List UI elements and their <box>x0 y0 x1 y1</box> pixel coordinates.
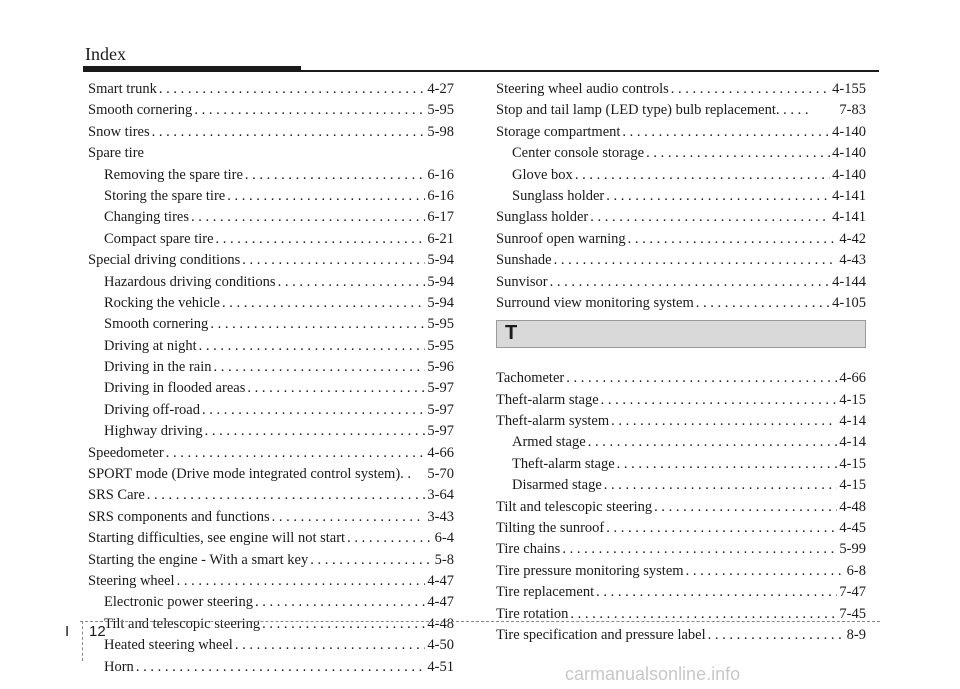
index-entry-label: Storing the spare tire <box>104 187 226 204</box>
index-entry-label: Tire rotation <box>496 605 569 622</box>
index-entry-page: 4-51 <box>427 658 454 675</box>
leader-dots <box>166 443 426 464</box>
index-entry-page: 6-17 <box>427 209 454 226</box>
index-entry-page: 4-140 <box>832 166 866 183</box>
index-entry-label: Starting difficulties, see engine will not start <box>88 530 346 547</box>
leader-dots <box>136 657 426 678</box>
footer-rule <box>80 621 880 622</box>
index-entry <box>88 143 454 164</box>
leader-dots <box>550 272 831 293</box>
leader-dots <box>562 539 837 560</box>
index-entry-label: Smooth cornering <box>104 316 209 333</box>
leader-dots <box>590 207 830 228</box>
index-entry <box>496 539 866 560</box>
index-entry-label: Spare tire <box>88 145 144 162</box>
index-entry-label: Highway driving <box>104 423 203 440</box>
index-entry <box>496 368 866 389</box>
index-entry-page: 7-47 <box>839 584 866 601</box>
index-entry-page: 4-14 <box>839 413 866 430</box>
index-entry-page: 6-21 <box>427 230 454 247</box>
section-letter: T <box>505 322 518 345</box>
index-entry <box>496 122 866 143</box>
leader-dots <box>606 518 837 539</box>
index-entry <box>496 79 866 100</box>
index-entry-label: Tilt and telescopic steering <box>496 498 653 515</box>
index-entry <box>88 592 454 613</box>
index-entry-label: Compact spare tire <box>104 230 214 247</box>
index-entry-page: 5-94 <box>427 273 454 290</box>
index-entry-page: 5-95 <box>427 337 454 354</box>
index-entry <box>496 250 866 271</box>
index-entry-page: 4-43 <box>839 252 866 269</box>
index-entry-page: 4-15 <box>839 455 866 472</box>
index-entry-page: 4-42 <box>839 230 866 247</box>
index-entry-page: 4-140 <box>832 123 866 140</box>
index-entry <box>496 186 866 207</box>
index-entry <box>88 464 454 485</box>
index-entry-page: 6-16 <box>427 187 454 204</box>
index-entry-label: Starting the engine - With a smart key <box>88 551 309 568</box>
index-entry <box>496 143 866 164</box>
index-entry-label: Sunglass holder <box>512 187 605 204</box>
index-entry-label: SRS Care <box>88 487 145 504</box>
index-entry <box>496 518 866 539</box>
index-entry-label: Special driving conditions <box>88 252 241 269</box>
index-entry-page: 6-8 <box>846 562 866 579</box>
leader-dots <box>216 229 426 250</box>
index-entry <box>88 571 454 592</box>
index-entry-label: Snow tires <box>88 123 150 140</box>
index-entry-label: Theft-alarm system <box>496 413 610 430</box>
index-entry-label: Steering wheel <box>88 572 175 589</box>
leader-dots <box>194 100 425 121</box>
index-entry-page: 5-99 <box>839 541 866 558</box>
index-entry-page: 4-48 <box>839 498 866 515</box>
index-entry-page: 4-15 <box>839 391 866 408</box>
index-entry-page: 4-27 <box>427 81 454 97</box>
index-entry-page: 4-141 <box>832 187 866 204</box>
index-entry-page: 3-64 <box>427 487 454 504</box>
leader-dots <box>554 250 838 271</box>
index-entry <box>88 207 454 228</box>
index-entry-page: 4-50 <box>427 637 454 654</box>
index-entry <box>88 100 454 121</box>
watermark: carmanualsonline.info <box>565 664 741 684</box>
leader-dots <box>708 625 845 646</box>
index-entry <box>88 657 454 678</box>
index-entry <box>496 625 866 646</box>
index-entry <box>88 443 454 464</box>
index-entry-label: Tilt and telescopic steering <box>104 615 261 632</box>
leader-dots <box>214 357 426 378</box>
index-entry-label: Steering wheel audio controls <box>496 81 669 97</box>
index-entry-label: Rocking the vehicle <box>104 294 220 311</box>
leader-dots <box>205 421 426 442</box>
index-entry <box>88 485 454 506</box>
index-entry-label: Storage compartment <box>496 123 621 140</box>
index-column-left <box>88 79 454 678</box>
index-entry-label: Tachometer <box>496 370 565 387</box>
index-entry-page: 4-15 <box>839 477 866 494</box>
index-entry-label: Stop and tail lamp (LED type) bulb replacement. . . . . <box>496 102 809 119</box>
index-entry-label: Armed stage <box>512 434 586 451</box>
index-entry <box>88 336 454 357</box>
leader-dots <box>696 293 830 314</box>
leader-dots <box>604 475 838 496</box>
leader-dots <box>347 528 433 549</box>
index-entry <box>496 100 866 121</box>
index-entry-label: Removing the spare tire <box>104 166 243 183</box>
index-entry <box>88 378 454 399</box>
index-entry <box>88 614 454 635</box>
index-entry-page: 6-16 <box>427 166 454 183</box>
index-entry-page: 5-97 <box>427 401 454 418</box>
leader-dots <box>272 507 426 528</box>
page-title: Index <box>85 44 126 64</box>
index-entry <box>496 411 866 432</box>
index-entry-label: SRS components and functions <box>88 508 270 525</box>
index-entry <box>88 314 454 335</box>
leader-dots <box>245 165 425 186</box>
leader-dots <box>199 336 426 357</box>
index-entry-label: Tilting the sunroof <box>496 520 605 537</box>
index-entry-label: Horn <box>104 658 134 675</box>
index-entry-page: 4-47 <box>427 594 454 611</box>
index-entry-page: 5-98 <box>427 123 454 140</box>
leader-dots <box>191 207 425 228</box>
index-entry-label: Tire pressure monitoring system <box>496 562 684 579</box>
leader-dots <box>235 635 426 656</box>
index-entry-page: 4-47 <box>427 572 454 589</box>
leader-dots <box>247 378 425 399</box>
index-entry-page: 5-70 <box>427 466 454 483</box>
index-entry-page: 6-4 <box>434 530 454 547</box>
index-entry-label: Driving at night <box>104 337 197 354</box>
index-entry-page: 4-155 <box>832 81 866 97</box>
index-entry-page: 5-94 <box>427 294 454 311</box>
index-entry-page: 4-141 <box>832 209 866 226</box>
index-entry <box>496 561 866 582</box>
index-entry <box>88 229 454 250</box>
header-rule <box>83 70 879 72</box>
leader-dots <box>278 272 426 293</box>
index-entry <box>496 497 866 518</box>
index-entry <box>88 421 454 442</box>
index-entry-label: Theft-alarm stage <box>512 455 615 472</box>
leader-dots <box>617 454 838 475</box>
index-entry-page: 5-97 <box>427 423 454 440</box>
index-entry <box>88 528 454 549</box>
index-entry-label: Changing tires <box>104 209 189 226</box>
index-entry <box>496 272 866 293</box>
index-entry <box>496 165 866 186</box>
index-entry <box>496 432 866 453</box>
index-entry-label: Smooth cornering <box>88 102 193 119</box>
index-entry-page: 4-144 <box>832 273 866 290</box>
index-entry <box>88 122 454 143</box>
section-header-t <box>496 320 866 348</box>
index-entry-label: Tire specification and pressure label <box>496 626 706 643</box>
index-entry-label: Disarmed stage <box>512 477 602 494</box>
leader-dots <box>686 561 845 582</box>
index-entry-page: 5-94 <box>427 252 454 269</box>
index-entry-page: 4-66 <box>839 370 866 387</box>
index-entry-label: Speedometer <box>88 444 164 461</box>
leader-dots <box>628 229 838 250</box>
index-entry-label: Surround view monitoring system <box>496 294 694 311</box>
index-list-right-top <box>496 79 866 314</box>
index-column-right <box>496 79 866 646</box>
footer-page-number: 12 <box>89 623 106 640</box>
index-entry <box>88 293 454 314</box>
leader-dots <box>575 165 830 186</box>
leader-dots <box>606 186 830 207</box>
index-entry-page: 5-95 <box>427 316 454 333</box>
leader-dots <box>671 79 830 100</box>
index-entry-label: Driving off-road <box>104 401 200 418</box>
leader-dots <box>262 614 425 635</box>
footer-section-letter: I <box>65 623 70 640</box>
leader-dots <box>210 314 425 335</box>
leader-dots <box>255 592 425 613</box>
index-entry <box>88 357 454 378</box>
index-entry-label: Theft-alarm stage <box>496 391 599 408</box>
leader-dots <box>147 485 426 506</box>
index-entry-page: 3-43 <box>427 508 454 525</box>
index-entry <box>88 400 454 421</box>
leader-dots <box>222 293 425 314</box>
index-entry-page: 4-140 <box>832 145 866 162</box>
index-list-right-bottom <box>496 368 866 646</box>
index-entry-label: Electronic power steering <box>104 594 253 611</box>
index-entry <box>496 475 866 496</box>
leader-dots <box>152 122 426 143</box>
index-entry-page: 5-95 <box>427 102 454 119</box>
index-entry-label: Sunglass holder <box>496 209 589 226</box>
index-entry-page: 8-9 <box>846 626 866 643</box>
leader-dots <box>601 390 838 411</box>
footer-divider <box>82 621 83 661</box>
index-entry <box>496 207 866 228</box>
index-entry-label: Driving in flooded areas <box>104 380 246 397</box>
leader-dots <box>310 550 432 571</box>
index-entry-label: Sunvisor <box>496 273 548 290</box>
index-entry-page: 4-48 <box>427 615 454 632</box>
index-entry <box>496 582 866 603</box>
index-entry-label: Tire replacement <box>496 584 595 601</box>
index-entry <box>88 635 454 656</box>
index-entry-page: 7-45 <box>839 605 866 622</box>
index-entry <box>496 390 866 411</box>
index-entry <box>88 507 454 528</box>
index-entry <box>88 250 454 271</box>
leader-dots <box>611 411 837 432</box>
index-entry-label: Heated steering wheel <box>104 637 233 654</box>
index-entry <box>496 293 866 314</box>
index-entry-label: Tire chains <box>496 541 561 558</box>
leader-dots <box>242 250 425 271</box>
index-entry-label: Sunroof open warning <box>496 230 626 247</box>
index-entry-page: 5-97 <box>427 380 454 397</box>
index-entry-label: Driving in the rain <box>104 359 212 376</box>
index-entry-page: 7-83 <box>839 102 866 119</box>
index-entry-page: 4-14 <box>839 434 866 451</box>
index-entry <box>88 550 454 571</box>
index-entry <box>88 165 454 186</box>
leader-dots <box>177 571 426 592</box>
index-entry-label: Sunshade <box>496 252 552 269</box>
index-entry-label: Center console storage <box>512 145 645 162</box>
index-entry <box>496 229 866 250</box>
leader-dots <box>566 368 837 389</box>
leader-dots <box>596 582 837 603</box>
index-entry-page: 4-105 <box>832 294 866 311</box>
index-entry <box>88 79 454 100</box>
index-entry <box>88 272 454 293</box>
index-entry <box>88 186 454 207</box>
leader-dots <box>227 186 425 207</box>
index-entry-label: SPORT mode (Drive mode integrated control system). . <box>88 466 412 483</box>
index-entry-label: Glove box <box>512 166 573 183</box>
index-entry-page: 4-45 <box>839 520 866 537</box>
leader-dots <box>646 143 830 164</box>
index-entry <box>496 454 866 475</box>
index-entry-page: 5-8 <box>434 551 454 568</box>
leader-dots <box>588 432 838 453</box>
leader-dots <box>202 400 425 421</box>
leader-dots <box>654 497 837 518</box>
index-entry-label: Hazardous driving conditions <box>104 273 276 290</box>
leader-dots <box>159 79 426 100</box>
index-entry-page: 4-66 <box>427 444 454 461</box>
index-entry-page: 5-96 <box>427 359 454 376</box>
leader-dots <box>622 122 830 143</box>
index-entry-label: Smart trunk <box>88 81 157 97</box>
